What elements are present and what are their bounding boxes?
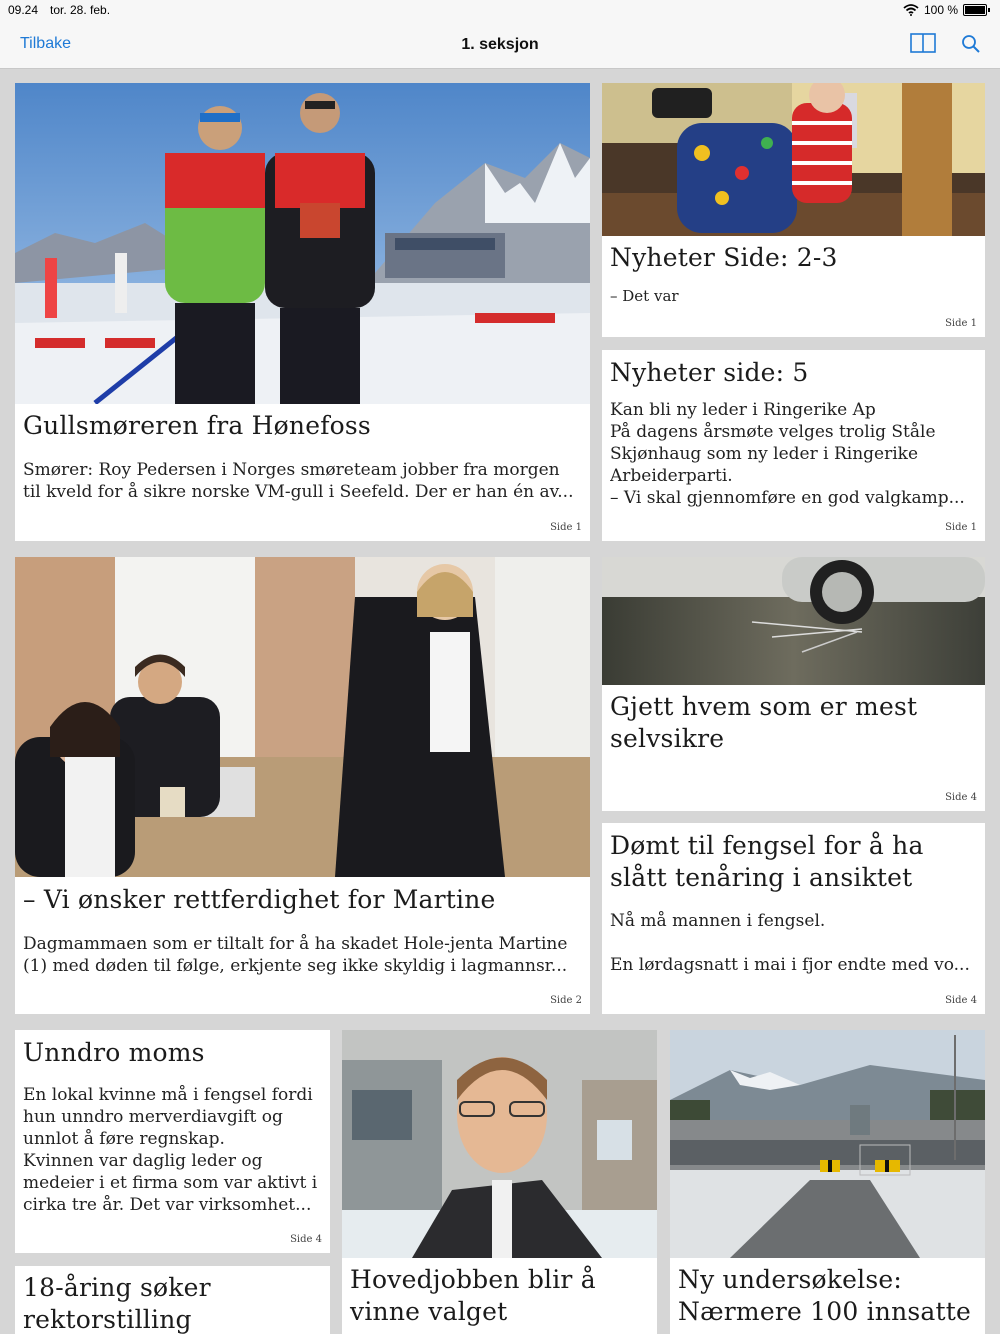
article-title: Gjett hvem som er mest selvsikre [610,692,918,753]
page-reference: Side 1 [945,522,977,533]
battery-icon [963,4,987,16]
article-title: Gullsmøreren fra Hønefoss [23,411,371,440]
article-title: 18-åring søker rektorstilling [23,1273,211,1334]
ski-team-photo [15,83,590,404]
article-card[interactable] [342,1030,657,1334]
child-photo [602,83,985,236]
article-title: Dømt til fengsel for å ha slått tenåring i ansiktet [610,831,924,892]
status-date: tor. 28. feb. [50,3,111,17]
page-reference: Side 1 [550,522,582,533]
article-card[interactable] [602,83,985,337]
article-title: Hovedjobben blir å vinne valget [350,1265,596,1326]
article-title: Unndro moms [23,1038,205,1067]
article-title: Ny undersøkelse: Nærmere 100 innsatte [678,1265,972,1326]
article-summary: Dagmammaen som er tiltalt for å ha skadet Hole-jenta Martine (1) med døden til følge, erkjente seg ikke skyldig i lagmannsr... [23,934,568,976]
page-view-icon[interactable] [910,32,936,59]
article-card[interactable] [15,1030,330,1253]
status-time: 09.24 [8,3,39,17]
page-title: 1. seksjon [461,36,539,53]
article-card[interactable] [15,557,590,1014]
wifi-icon [903,4,919,16]
article-summary: En lokal kvinne må i fengsel fordi hun unndro merverdiavgift og unnlot å føre regnskap. Kvinnen var daglig leder og medeier i et firma som var aktivt i cirka tre år. Det var virksomhet... [23,1085,318,1215]
page-reference: Side 4 [945,792,977,803]
search-icon[interactable] [961,34,981,59]
article-card[interactable] [15,83,590,541]
article-card[interactable] [670,1030,985,1334]
status-right [903,3,990,17]
article-title: Nyheter side: 5 [610,358,809,387]
man-portrait-photo [342,1030,657,1258]
back-button[interactable]: Tilbake [20,35,71,52]
article-title: – Vi ønsker rettferdighet for Martine [23,885,496,914]
article-card[interactable] [602,823,985,1014]
article-card[interactable] [602,557,985,811]
status-bar [0,0,1000,22]
navigation-bar [0,22,1000,69]
page-reference: Side 4 [290,1234,322,1245]
article-title: Nyheter Side: 2-3 [610,243,838,272]
article-summary: – Det var [610,287,679,305]
page-reference: Side 4 [945,995,977,1006]
article-summary: Smører: Roy Pedersen i Norges smøreteam jobber fra morgen til kveld for å sikre norske VM-gull i Seefeld. Der er han én av... [23,460,574,502]
page-reference: Side 2 [550,995,582,1006]
article-card[interactable] [602,350,985,541]
prison-photo [670,1030,985,1258]
article-summary: Kan bli ny leder i Ringerike Ap På dagens årsmøte velges trolig Ståle Skjønhaug som ny leder i Ringerike Arbeiderparti. – Vi skal gjennomføre en god valgkamp... [610,400,965,508]
article-summary: Nå må mannen i fengsel. En lørdagsnatt i mai i fjor endte med vo... [610,911,970,975]
battery-percent: 100 % [923,3,958,17]
article-card[interactable] [15,1266,330,1334]
page-reference: Side 1 [945,318,977,329]
car-tire-photo [602,557,985,685]
courtroom-photo [15,557,590,877]
